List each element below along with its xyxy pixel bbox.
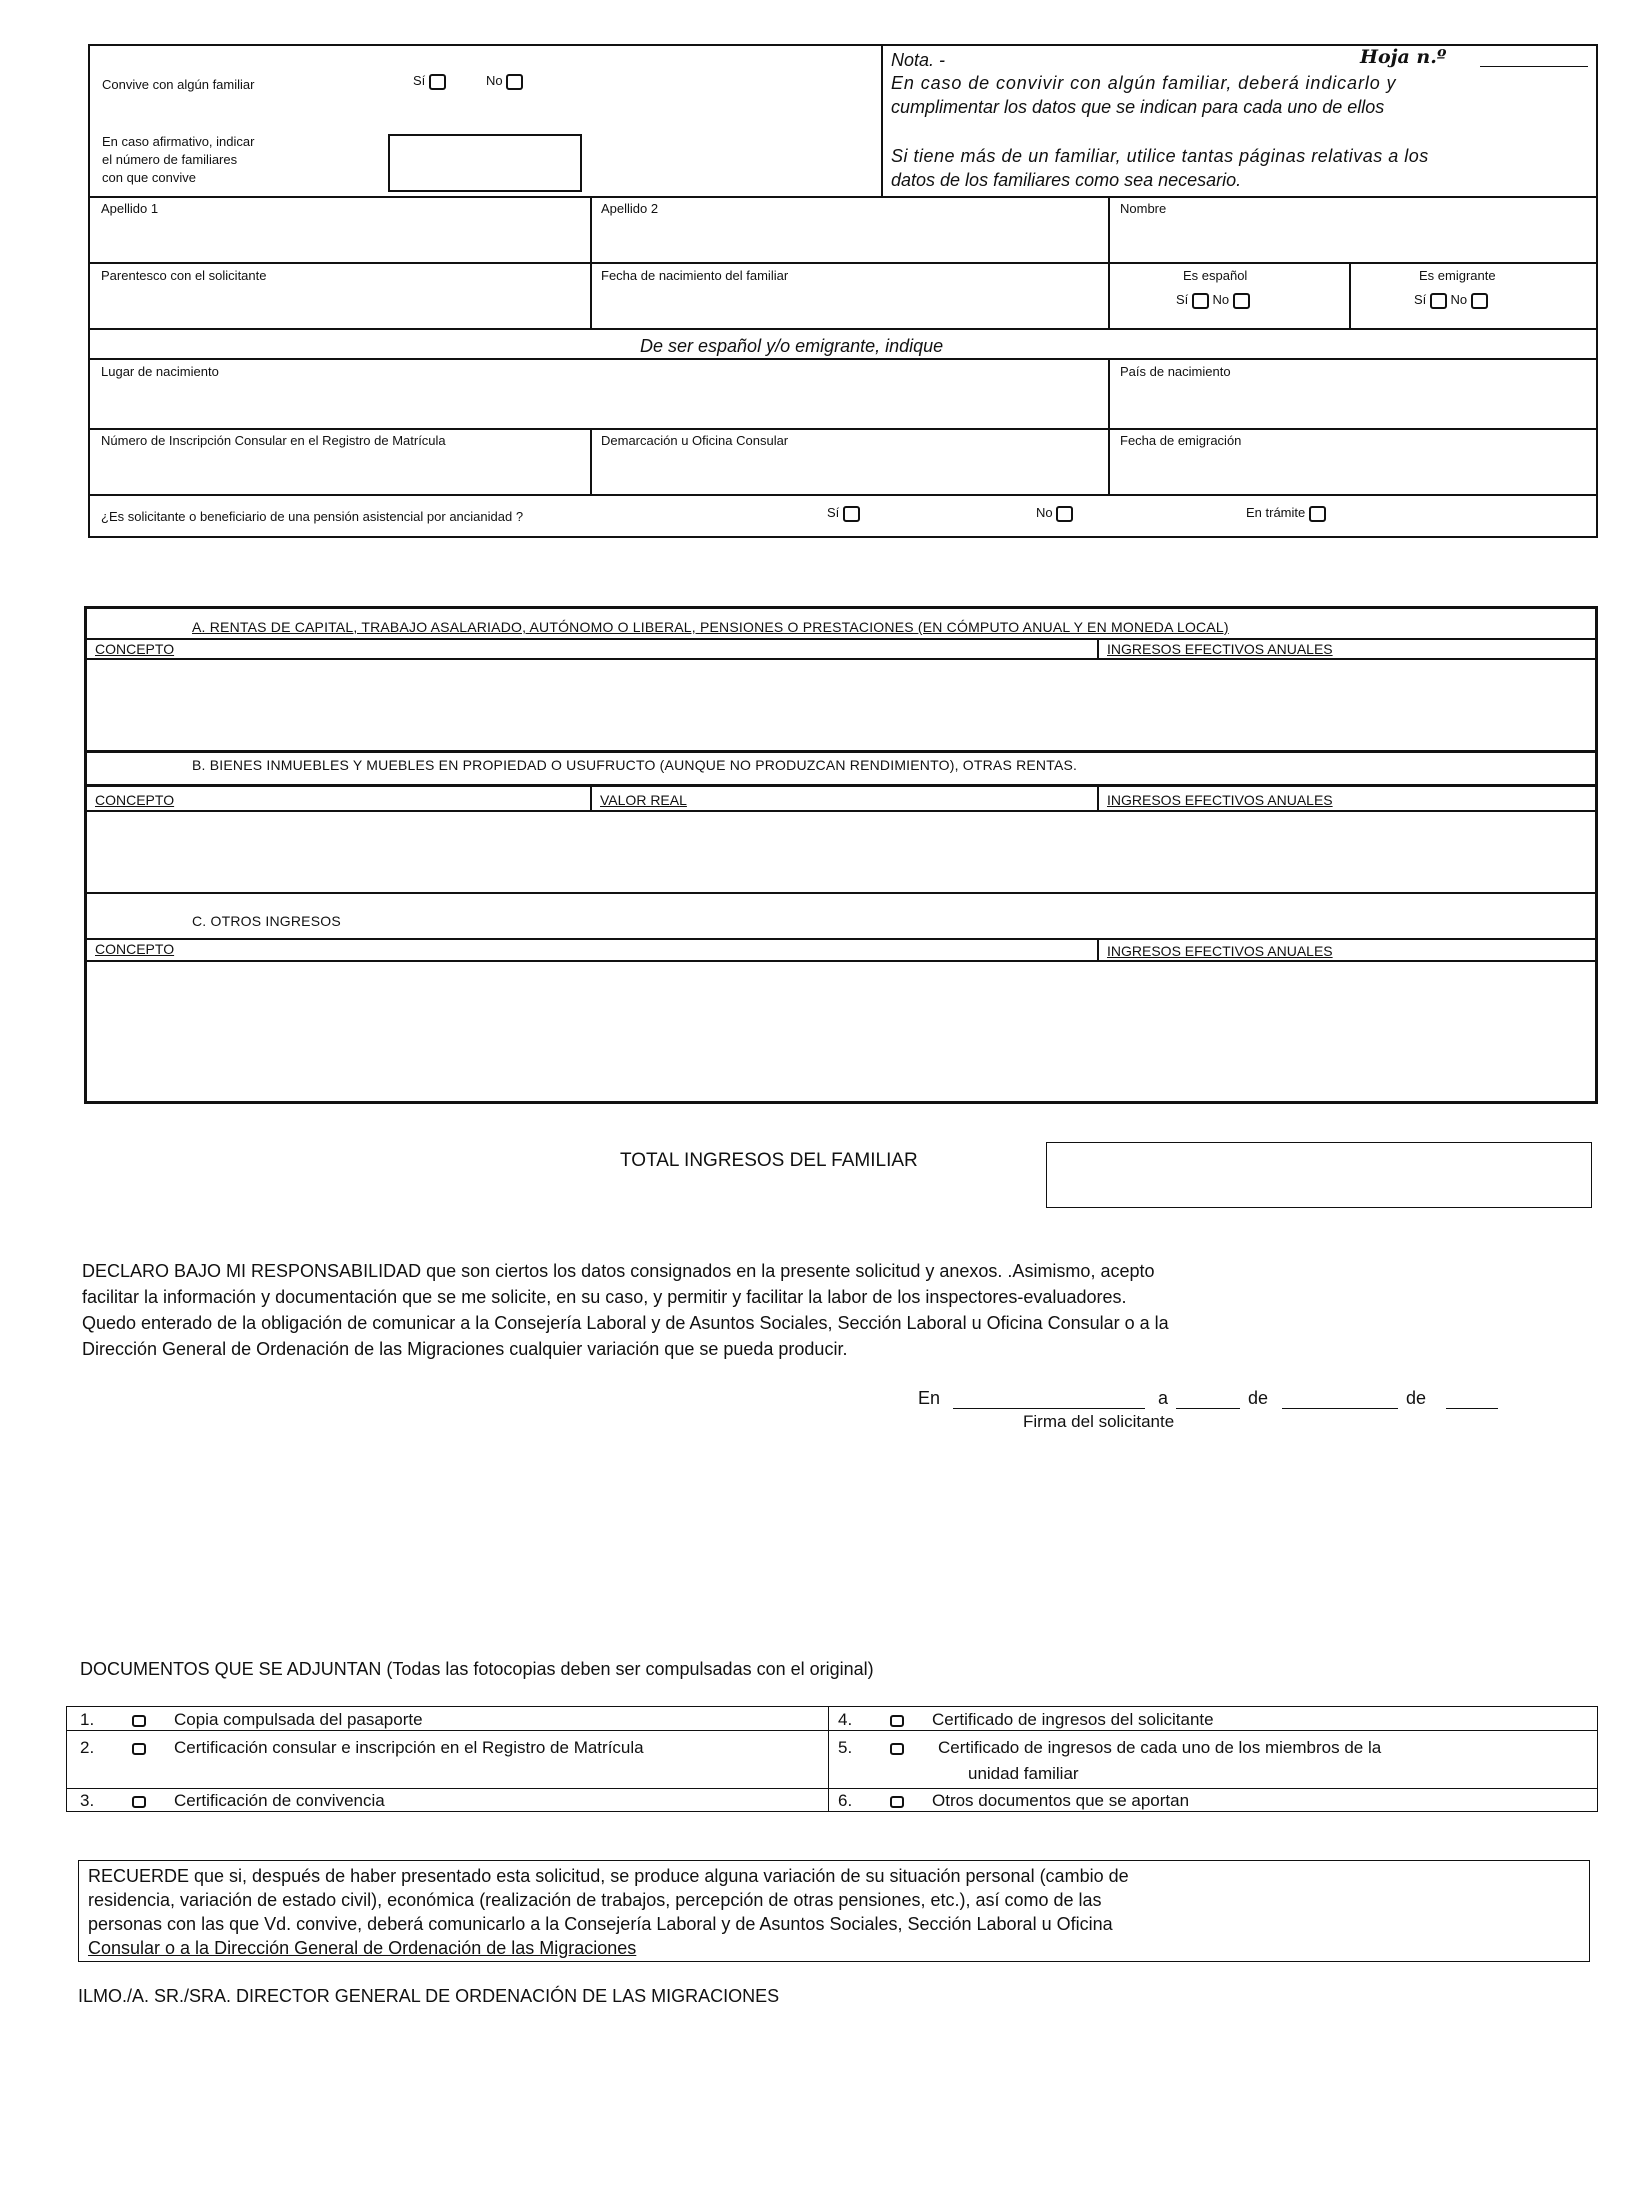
doc-item-2[interactable]: 2. Certificación consular e inscripción en el Registro de Matrícula [80, 1738, 644, 1757]
lugar-nac-field[interactable] [90, 382, 1106, 426]
espanol-no-checkbox[interactable] [1233, 293, 1250, 309]
num-inscripcion-field[interactable] [90, 452, 588, 492]
afirmativo-l2: el número de familiares [102, 152, 238, 167]
pension-no-checkbox[interactable] [1056, 506, 1073, 522]
emigrante-si-checkbox[interactable] [1430, 293, 1447, 309]
doc-item-1[interactable]: 1. Copia compulsada del pasaporte [80, 1710, 423, 1729]
recuerde-l3: personas con las que Vd. convive, deberá comunicarlo a la Consejería Laboral y de Asuntos Sociales, Sección Laboral u Oficina [88, 1914, 1113, 1934]
footer-director: ILMO./A. SR./SRA. DIRECTOR GENERAL DE ORDENACIÓN DE LAS MIGRACIONES [78, 1986, 780, 2006]
emigrante-no-checkbox[interactable] [1471, 293, 1488, 309]
pension-question: ¿Es solicitante o beneficiario de una pensión asistencial por ancianidad ? [101, 509, 524, 524]
emigrante-si[interactable]: Sí No [1414, 292, 1488, 309]
doc-6-checkbox[interactable] [890, 1796, 904, 1808]
a-concepto-header: CONCEPTO [95, 641, 175, 657]
pais-nac-field[interactable] [1110, 382, 1596, 426]
b-concepto-field[interactable] [86, 812, 589, 890]
doc-1-checkbox[interactable] [132, 1715, 146, 1727]
rentas-a-title: A. RENTAS DE CAPITAL, TRABAJO ASALARIADO, AUTÓNOMO O LIBERAL, PENSIONES O PRESTACIONES (EN CÓMPUTO ANUAL Y EN MONEDA LOCAL) [192, 619, 1229, 635]
firma-de2: de [1406, 1388, 1427, 1408]
nombre-label: Nombre [1120, 201, 1167, 216]
doc-2-checkbox[interactable] [132, 1743, 146, 1755]
doc-5-checkbox[interactable] [890, 1743, 904, 1755]
c-ingresos-header: INGRESOS EFECTIVOS ANUALES [1107, 943, 1333, 959]
convive-no-checkbox[interactable] [506, 74, 523, 90]
pension-no[interactable]: No [1036, 505, 1073, 522]
apellido2-label: Apellido 2 [601, 201, 659, 216]
pais-nac-label: País de nacimiento [1120, 364, 1231, 379]
afirmativo-l1: En caso afirmativo, indicar [102, 134, 255, 149]
num-inscripcion-label: Número de Inscripción Consular en el Registro de Matrícula [101, 433, 446, 448]
firma-lugar-line[interactable] [953, 1408, 1145, 1409]
c-concepto-field[interactable] [86, 962, 1596, 1100]
fecha-emig-label: Fecha de emigración [1120, 433, 1242, 448]
pension-si-checkbox[interactable] [843, 506, 860, 522]
hoja-label: Hoja n.º [1360, 46, 1447, 68]
nota-l1: En caso de convivir con algún familiar, deberá indicarlo y [891, 73, 1397, 93]
espanol-si[interactable]: Sí No [1176, 292, 1250, 309]
fecha-nac-field[interactable] [592, 286, 1106, 326]
total-input[interactable] [1046, 1142, 1592, 1208]
demarcacion-label: Demarcación u Oficina Consular [601, 433, 789, 448]
lugar-nac-label: Lugar de nacimiento [101, 364, 219, 379]
nombre-field[interactable] [1110, 218, 1596, 260]
convive-si[interactable]: Sí [413, 73, 446, 90]
firma-mes-line[interactable] [1282, 1408, 1398, 1409]
demarcacion-field[interactable] [592, 452, 1106, 492]
nota-title: Nota. - [891, 50, 946, 70]
a-concepto-field[interactable] [86, 660, 1096, 748]
firma-a: a [1158, 1388, 1169, 1408]
note-divider [881, 44, 883, 198]
doc-item-6[interactable]: 6. Otros documentos que se aportan [838, 1791, 1190, 1810]
recuerde-l4: Consular o a la Dirección General de Ordenación de las Migraciones [88, 1938, 637, 1958]
doc-3-checkbox[interactable] [132, 1796, 146, 1808]
convive-label: Convive con algún familiar [102, 77, 255, 92]
pension-tramite[interactable]: En trámite [1246, 505, 1326, 522]
declaro-l2: facilitar la información y documentación que se me solicite, en su caso, y permitir y facilitar la labor de los inspectores-evaluadores. [82, 1287, 1127, 1307]
a-ingresos-header: INGRESOS EFECTIVOS ANUALES [1107, 641, 1333, 657]
parentesco-label: Parentesco con el solicitante [101, 268, 267, 283]
nota-l4: datos de los familiares como sea necesario. [891, 170, 1242, 190]
nota-l3: Si tiene más de un familiar, utilice tantas páginas relativas a los [891, 146, 1429, 166]
hoja-line [1480, 66, 1588, 67]
firma-en: En [918, 1388, 941, 1408]
rentas-c-title: C. OTROS INGRESOS [192, 913, 341, 929]
rentas-b-title: B. BIENES INMUEBLES Y MUEBLES EN PROPIEDAD O USUFRUCTO (AUNQUE NO PRODUZCAN RENDIMIENTO), OTRAS RENTAS. [192, 757, 1078, 773]
b-ingresos-field[interactable] [1099, 812, 1596, 890]
apellido2-field[interactable] [592, 218, 1106, 260]
doc-item-5[interactable]: 5. Certificado de ingresos de cada uno de los miembros de la [838, 1738, 1382, 1757]
total-label: TOTAL INGRESOS DEL FAMILIAR [620, 1150, 918, 1171]
pension-tramite-checkbox[interactable] [1309, 506, 1326, 522]
b-ingresos-header: INGRESOS EFECTIVOS ANUALES [1107, 792, 1333, 808]
es-espanol-label: Es español [1183, 268, 1248, 283]
parentesco-field[interactable] [90, 286, 588, 326]
b-valor-field[interactable] [592, 812, 1096, 890]
doc-4-checkbox[interactable] [890, 1715, 904, 1727]
c-concepto-header: CONCEPTO [95, 941, 175, 957]
doc-item-3[interactable]: 3. Certificación de convivencia [80, 1791, 385, 1810]
doc-item-5-cont: unidad familiar [968, 1764, 1079, 1783]
recuerde-l1: RECUERDE que si, después de haber presentado esta solicitud, se produce alguna variación de su situación personal (cambio de [88, 1866, 1129, 1886]
firma-dia-line[interactable] [1176, 1408, 1240, 1409]
b-valor-header: VALOR REAL [600, 792, 687, 808]
firma-label: Firma del solicitante [1023, 1412, 1175, 1431]
espanol-si-checkbox[interactable] [1192, 293, 1209, 309]
pension-si[interactable]: Sí [827, 505, 860, 522]
de-ser-label: De ser español y/o emigrante, indique [640, 336, 944, 356]
afirmativo-l3: con que convive [102, 170, 196, 185]
firma-de1: de [1248, 1388, 1269, 1408]
recuerde-l2: residencia, variación de estado civil), económica (realización de trabajos, percepción de otras pensiones, etc.), así como de las [88, 1890, 1102, 1910]
apellido1-field[interactable] [90, 218, 588, 260]
declaro-l4: Dirección General de Ordenación de las Migraciones cualquier variación que se pueda producir. [82, 1339, 848, 1359]
fecha-emig-field[interactable] [1110, 452, 1596, 492]
b-concepto-header: CONCEPTO [95, 792, 175, 808]
firma-anio-line[interactable] [1446, 1408, 1498, 1409]
a-ingresos-field[interactable] [1099, 660, 1596, 748]
convive-si-checkbox[interactable] [429, 74, 446, 90]
nota-l2: cumplimentar los datos que se indican para cada uno de ellos [891, 97, 1385, 117]
doc-item-4[interactable]: 4. Certificado de ingresos del solicitante [838, 1710, 1214, 1729]
declaro-l3: Quedo enterado de la obligación de comunicar a la Consejería Laboral y de Asuntos Sociales, Sección Laboral u Oficina Consular o a la [82, 1313, 1169, 1333]
es-emigrante-label: Es emigrante [1419, 268, 1496, 283]
num-familiares-input[interactable] [388, 134, 582, 192]
convive-no[interactable]: No [486, 73, 523, 90]
documentos-title: DOCUMENTOS QUE SE ADJUNTAN (Todas las fotocopias deben ser compulsadas con el original) [80, 1659, 874, 1679]
fecha-nac-label: Fecha de nacimiento del familiar [601, 268, 789, 283]
declaro-l1: DECLARO BAJO MI RESPONSABILIDAD que son ciertos los datos consignados en la presente solicitud y anexos. .Asimismo, acepto [82, 1261, 1155, 1281]
apellido1-label: Apellido 1 [101, 201, 159, 216]
